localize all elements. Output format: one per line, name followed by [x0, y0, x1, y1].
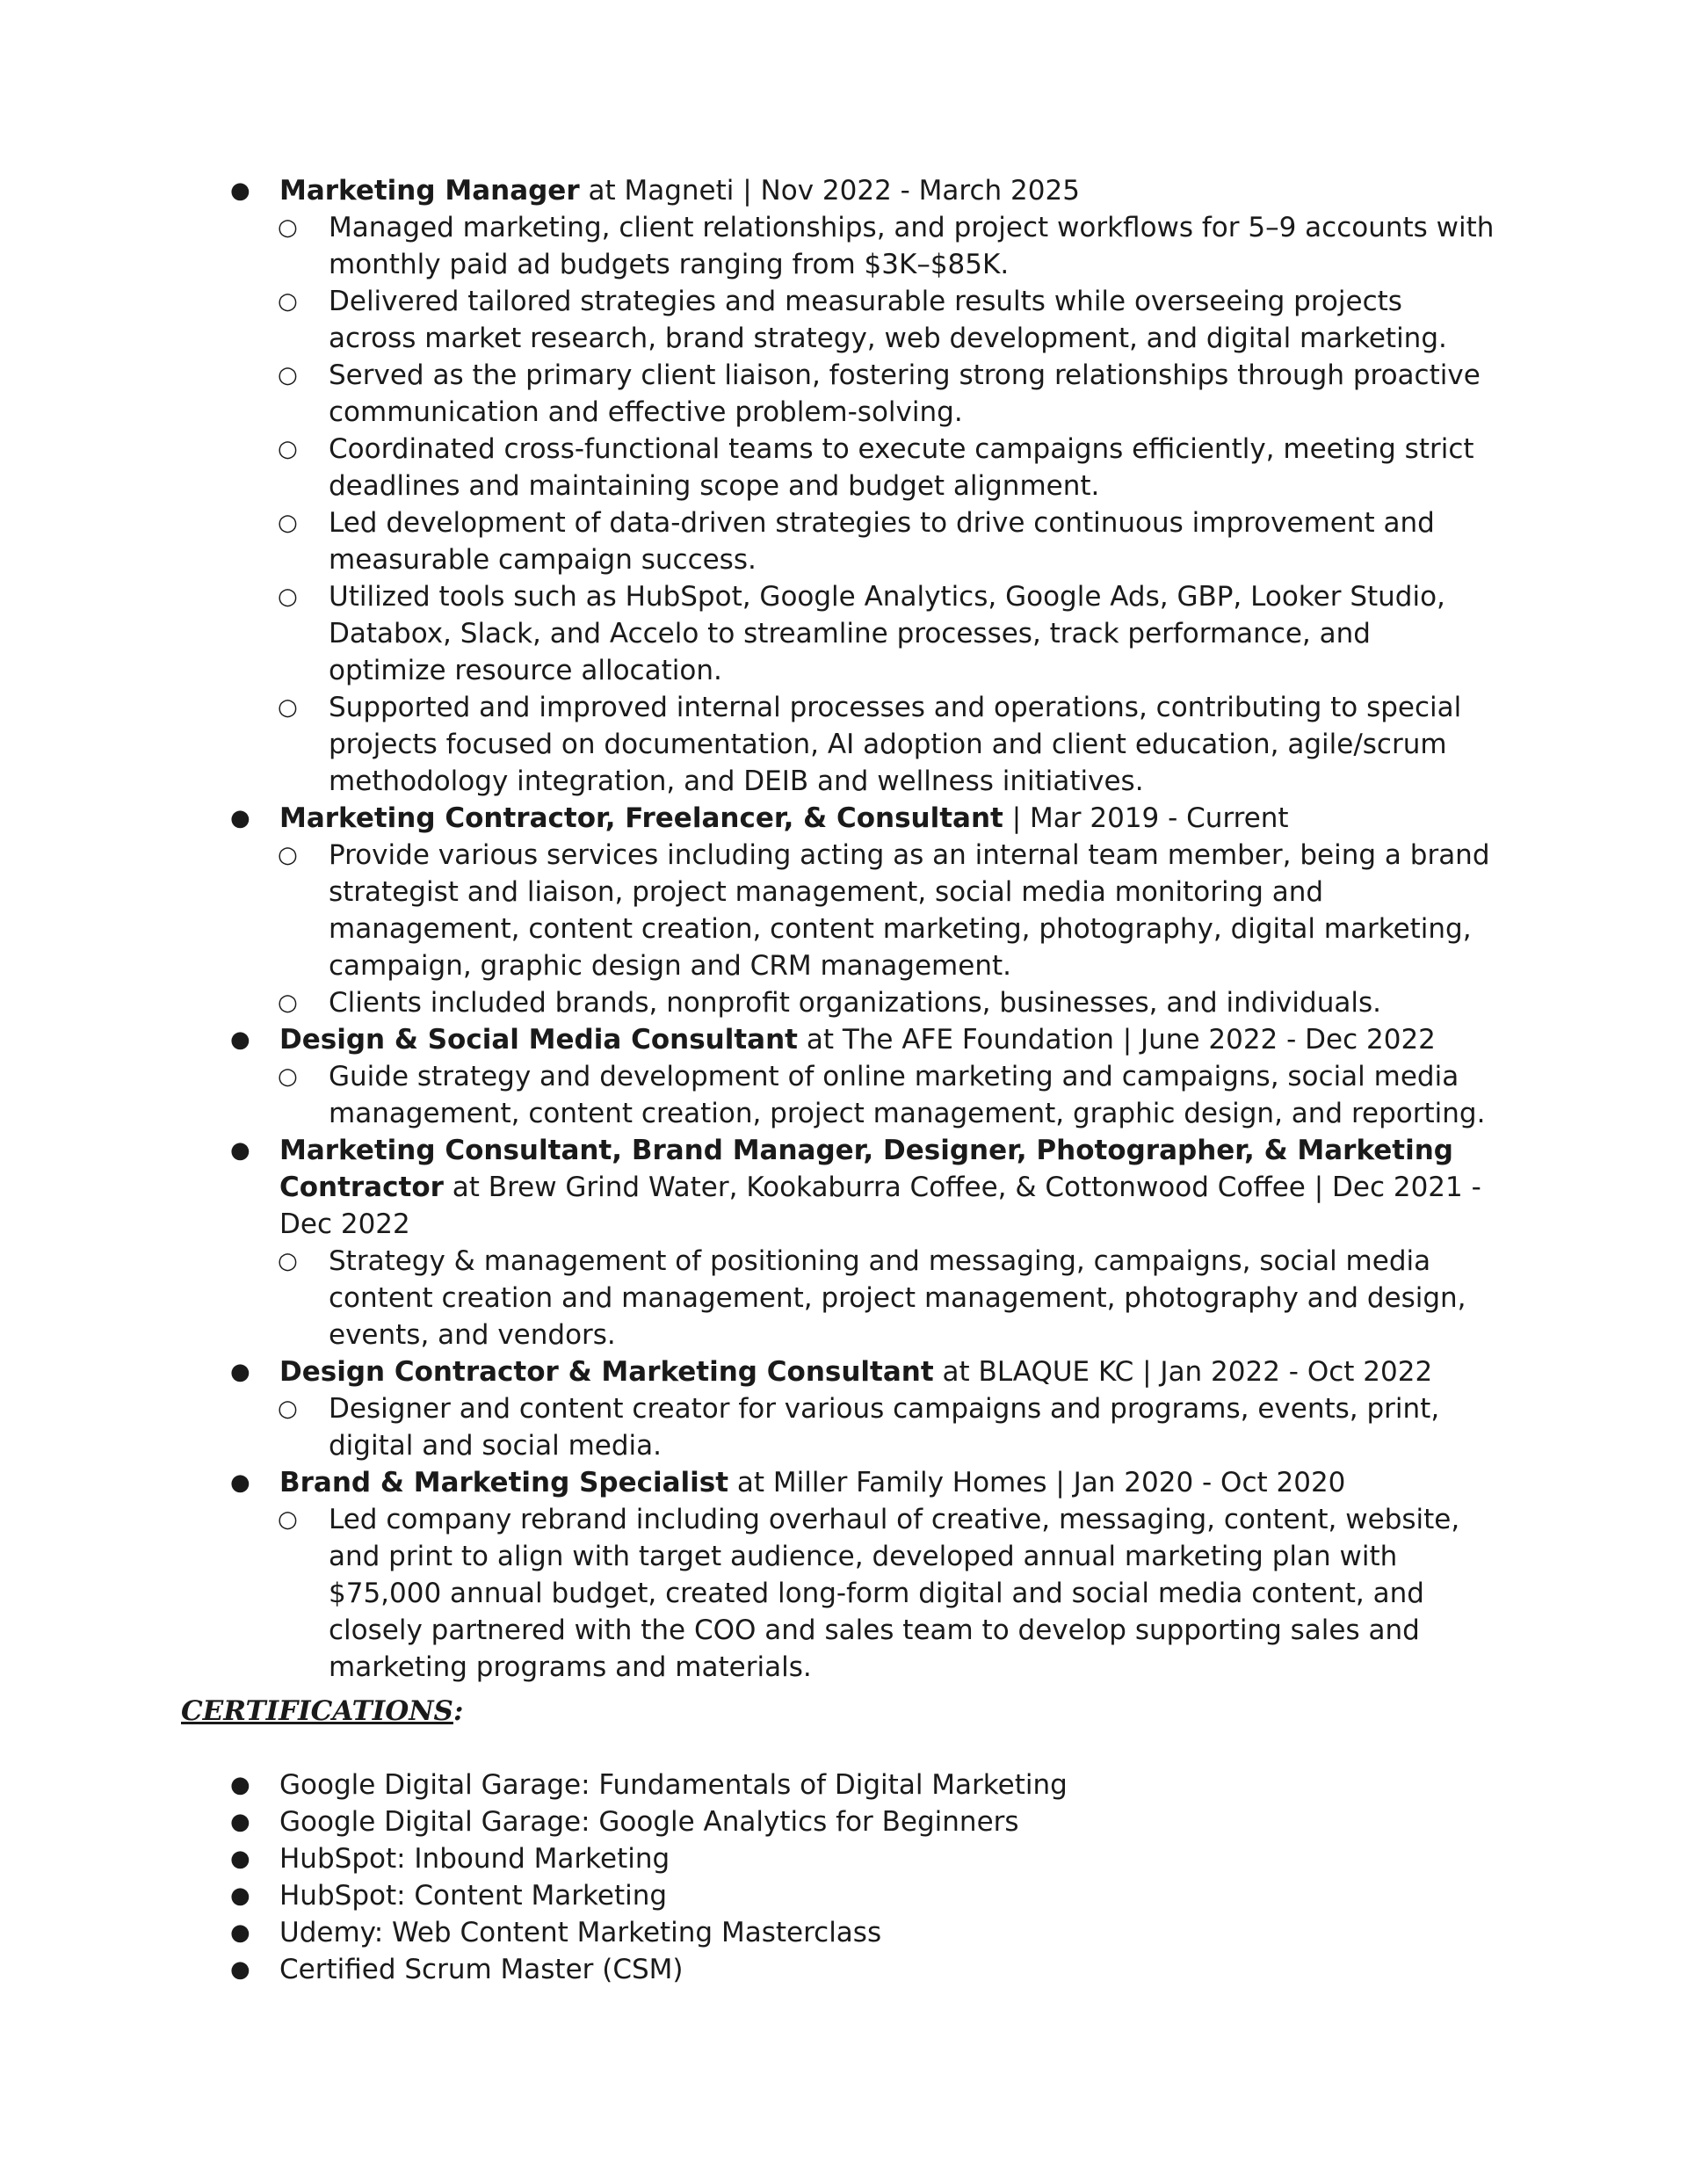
certification-text: Google Digital Garage: Google Analytics for Beginners — [279, 1806, 1019, 1838]
certifications-heading-text: CERTIFICATIONS — [181, 1695, 453, 1727]
job-bullets — [230, 837, 1495, 1021]
job-bullet-text: Utilized tools such as HubSpot, Google Analytics, Google Ads, GBP, Looker Studio, Databox, Slack, and Accelo to streamline processes, track performance, and optimize resource allocation. — [329, 581, 1445, 686]
job-bullet — [230, 984, 1495, 1021]
certification-text: Udemy: Web Content Marketing Masterclass — [279, 1917, 882, 1948]
bullet-icon: ● — [230, 1772, 250, 1798]
experience-list — [230, 172, 1495, 1686]
bullet-icon: ● — [230, 1846, 250, 1872]
bullet-icon: ● — [230, 1809, 250, 1835]
job-bullet-text: Served as the primary client liaison, fostering strong relationships through proactive communication and effective problem-solving. — [329, 359, 1481, 428]
certification-item — [230, 1914, 1460, 1951]
certifications-heading — [181, 1693, 463, 1730]
bullet-icon: ● — [230, 805, 250, 831]
job-bullet-text: Delivered tailored strategies and measurable results while overseeing projects across market research, brand strategy, web development, and digital marketing. — [329, 286, 1447, 354]
certifications-heading-colon: : — [453, 1695, 464, 1727]
job-details: at Brew Grind Water, Kookaburra Coffee, & Cottonwood Coffee | Dec 2021 - Dec 2022 — [279, 1172, 1481, 1240]
job-bullet-text: Guide strategy and development of online marketing and campaigns, social media management, content creation, project management, graphic design, and reporting. — [329, 1061, 1486, 1129]
job-bullet — [230, 1243, 1495, 1353]
sub-bullet-icon: ○ — [278, 842, 298, 868]
sub-bullet-icon: ○ — [278, 1396, 298, 1422]
job-bullets — [230, 1501, 1495, 1686]
sub-bullet-icon: ○ — [278, 214, 298, 241]
job-details: at Magneti | Nov 2022 - March 2025 — [579, 175, 1080, 207]
experience-item — [230, 1132, 1495, 1243]
job-bullet-text: Designer and content creator for various campaigns and programs, events, print, digital and social media. — [329, 1393, 1440, 1462]
job-title: Marketing Contractor, Freelancer, & Consultant — [279, 802, 1003, 834]
job-bullet — [230, 504, 1495, 578]
job-details: at Miller Family Homes | Jan 2020 - Oct 2020 — [728, 1467, 1346, 1498]
job-title: Brand & Marketing Specialist — [279, 1467, 729, 1498]
job-details: at The AFE Foundation | June 2022 - Dec 2022 — [797, 1024, 1436, 1056]
job-title: Design Contractor & Marketing Consultant — [279, 1356, 934, 1388]
job-bullet-text: Provide various services including acting as an internal team member, being a brand strategist and liaison, project management, social media monitoring and management, content creation, content marketing, photography, digital marketing, campaign, graphic design and CRM management. — [329, 839, 1490, 982]
sub-bullet-icon: ○ — [278, 436, 298, 462]
certification-item — [230, 1767, 1460, 1803]
bullet-icon: ● — [230, 1956, 250, 1983]
job-bullet-text: Clients included brands, nonprofit organizations, businesses, and individuals. — [329, 987, 1381, 1019]
bullet-icon: ● — [230, 1359, 250, 1385]
job-details: | Mar 2019 - Current — [1003, 802, 1289, 834]
job-bullets — [230, 209, 1495, 800]
experience-item — [230, 800, 1495, 837]
experience-item — [230, 1021, 1495, 1058]
certification-item — [230, 1803, 1460, 1840]
job-bullet — [230, 837, 1495, 984]
job-bullet — [230, 1501, 1495, 1686]
certification-item — [230, 1840, 1460, 1877]
experience-item — [230, 172, 1495, 209]
sub-bullet-icon: ○ — [278, 1506, 298, 1533]
certification-text: Google Digital Garage: Fundamentals of Digital Marketing — [279, 1769, 1068, 1801]
job-bullet — [230, 1390, 1495, 1464]
sub-bullet-icon: ○ — [278, 584, 298, 610]
job-bullet-text: Led development of data-driven strategies to drive continuous improvement and measurable campaign success. — [329, 507, 1435, 576]
job-bullets — [230, 1390, 1495, 1464]
job-title: Marketing Manager — [279, 175, 580, 207]
job-title: Marketing Consultant, Brand Manager, Designer, Photographer, & Marketing Contractor — [279, 1135, 1453, 1203]
job-details: at BLAQUE KC | Jan 2022 - Oct 2022 — [933, 1356, 1433, 1388]
job-bullet — [230, 209, 1495, 283]
certification-text: HubSpot: Content Marketing — [279, 1880, 668, 1912]
job-bullet — [230, 431, 1495, 504]
job-bullet-text: Strategy & management of positioning and messaging, campaigns, social media content creation and management, project management, photography and design, events, and vendors. — [329, 1245, 1466, 1351]
sub-bullet-icon: ○ — [278, 694, 298, 721]
job-bullet — [230, 1058, 1495, 1132]
job-bullet — [230, 689, 1495, 800]
bullet-icon: ● — [230, 1883, 250, 1909]
experience-item — [230, 1464, 1495, 1501]
job-bullets — [230, 1058, 1495, 1132]
sub-bullet-icon: ○ — [278, 1063, 298, 1090]
experience-item — [230, 1353, 1495, 1390]
bullet-icon: ● — [230, 1469, 250, 1496]
sub-bullet-icon: ○ — [278, 990, 298, 1016]
job-bullet — [230, 283, 1495, 357]
bullet-icon: ● — [230, 1919, 250, 1946]
bullet-icon: ● — [230, 1027, 250, 1053]
sub-bullet-icon: ○ — [278, 362, 298, 388]
job-bullet-text: Coordinated cross-functional teams to execute campaigns efficiently, meeting strict deadlines and maintaining scope and budget alignment. — [329, 433, 1474, 502]
certification-item — [230, 1877, 1460, 1914]
certifications-list — [230, 1767, 1460, 1988]
job-bullet-text: Supported and improved internal processes and operations, contributing to special projects focused on documentation, AI adoption and client education, agile/scrum methodology integration, and DEIB and wellness initiatives. — [329, 692, 1462, 797]
certification-text: Certified Scrum Master (CSM) — [279, 1954, 684, 1985]
job-bullets — [230, 1243, 1495, 1353]
sub-bullet-icon: ○ — [278, 288, 298, 315]
bullet-icon: ● — [230, 1137, 250, 1164]
job-bullet — [230, 578, 1495, 689]
job-bullet — [230, 357, 1495, 431]
job-bullet-text: Led company rebrand including overhaul of creative, messaging, content, website, and print to align with target audience, developed annual marketing plan with $75,000 annual budget, created long-form digital and social media content, and closely partnered with the COO and sales team to develop supporting sales and marketing programs and materials. — [329, 1504, 1460, 1683]
bullet-icon: ● — [230, 178, 250, 204]
certification-text: HubSpot: Inbound Marketing — [279, 1843, 670, 1875]
job-bullet-text: Managed marketing, client relationships, and project workflows for 5–9 accounts with monthly paid ad budgets ranging from $3K–$85K. — [329, 212, 1495, 280]
job-title: Design & Social Media Consultant — [279, 1024, 798, 1056]
sub-bullet-icon: ○ — [278, 510, 298, 536]
certification-item — [230, 1951, 1460, 1988]
sub-bullet-icon: ○ — [278, 1248, 298, 1274]
